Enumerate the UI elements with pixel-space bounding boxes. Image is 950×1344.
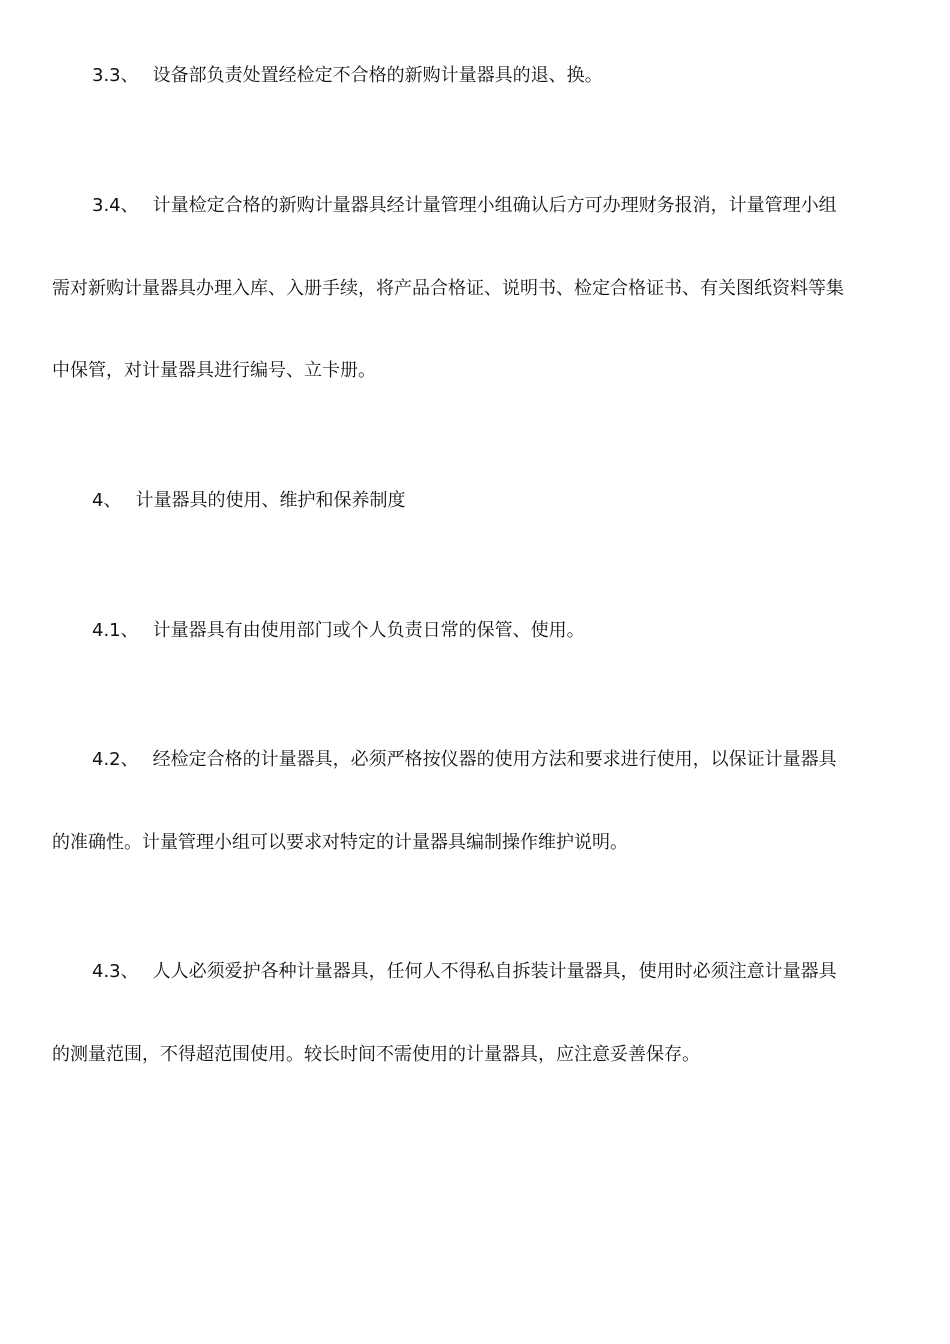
paragraph-number: 3.4、 bbox=[92, 195, 139, 216]
paragraph-text-line: 需对新购计量器具办理入库、入册手续，将产品合格证、说明书、检定合格证书、有关图纸资料等集 bbox=[52, 278, 844, 299]
paragraph-text-line: 计量检定合格的新购计量器具经计量管理小组确认后方可办理财务报消，计量管理小组 bbox=[152, 195, 837, 216]
paragraph-text-line: 中保管，对计量器具进行编号、立卡册。 bbox=[52, 360, 376, 381]
paragraph-text-line: 经检定合格的计量器具，必须严格按仪器的使用方法和要求进行使用，以保证计量器具 bbox=[152, 749, 837, 770]
paragraph-3-3 bbox=[92, 64, 603, 88]
paragraph-text-line: 的准确性。计量管理小组可以要求对特定的计量器具编制操作维护说明。 bbox=[52, 832, 628, 853]
paragraph-text-line: 设备部负责处置经检定不合格的新购计量器具的退、换。 bbox=[152, 65, 603, 86]
paragraph-text-line: 人人必须爱护各种计量器具，任何人不得私自拆装计量器具，使用时必须注意计量器具 bbox=[152, 961, 837, 982]
paragraph-text-line: 计量器具有由使用部门或个人负责日常的保管、使用。 bbox=[152, 620, 585, 641]
paragraph-text-line: 的测量范围，不得超范围使用。较长时间不需使用的计量器具，应注意妥善保存。 bbox=[52, 1044, 700, 1065]
paragraph-number: 3.3、 bbox=[92, 65, 139, 86]
paragraph-number: 4.3、 bbox=[92, 961, 139, 982]
section-number: 4、 bbox=[92, 490, 122, 511]
paragraph-4-3 bbox=[92, 960, 837, 984]
section-title: 计量器具的使用、维护和保养制度 bbox=[135, 490, 406, 511]
section-heading-4 bbox=[92, 489, 405, 513]
paragraph-3-4 bbox=[92, 194, 837, 218]
paragraph-4-2 bbox=[92, 748, 837, 772]
paragraph-4-1 bbox=[92, 619, 585, 643]
paragraph-number: 4.2、 bbox=[92, 749, 139, 770]
paragraph-number: 4.1、 bbox=[92, 620, 139, 641]
